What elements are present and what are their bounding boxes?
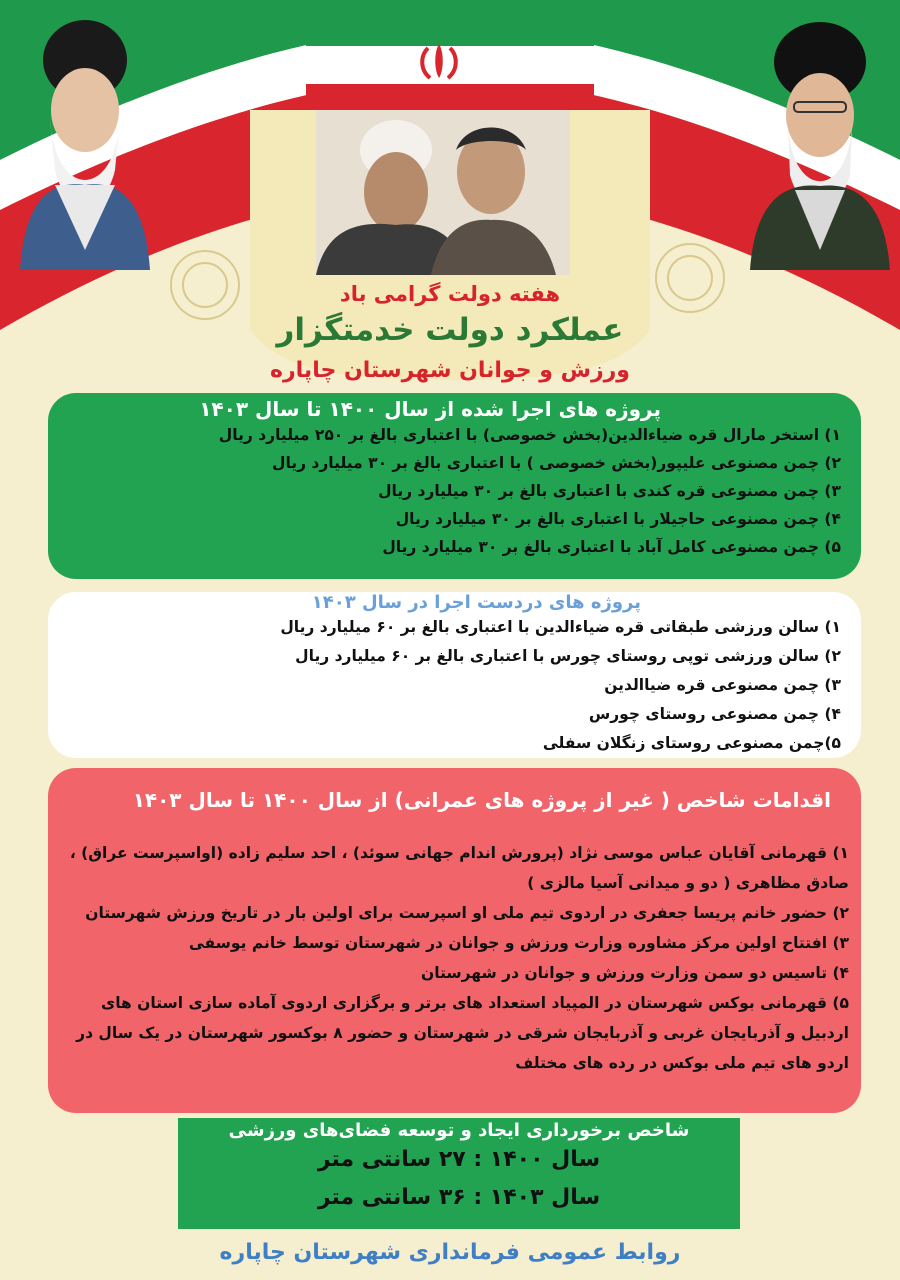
list-item: ۴) تاسیس دو سمن وزارت ورزش و جوانان در شهرستان: [421, 964, 849, 982]
list-item: ۵)چمن مصنوعی روستای زنگلان سفلی: [542, 734, 841, 752]
performance-heading: عملکرد دولت خدمتگزار: [276, 312, 624, 348]
list-item: ۱) استخر مارال قره ضیاءالدین(بخش خصوصی) با اعتباری بالغ بر ۲۵۰ میلیارد ریال: [218, 426, 841, 444]
key-actions-panel: [48, 768, 861, 1113]
indicator-year-1403: سال ۱۴۰۳ : ۳۶ سانتی متر: [317, 1185, 601, 1210]
iran-emblem-icon: [416, 42, 462, 82]
list-item: ۴) چمن مصنوعی روستای چورس: [588, 705, 841, 723]
indicator-title: شاخص برخورداری ایجاد و توسعه فضای‌های ورزشی: [228, 1120, 690, 1141]
completed-projects-title: پروژه های اجرا شده از سال ۱۴۰۰ تا سال ۱۴۰۳: [199, 397, 661, 421]
list-item: ۵) قهرمانی بوکس شهرستان در المپیاد استعداد های برتر و برگزاری اردوی آماده سازی استان های اردبیل و آذربایجان غربی و آذربایجان شرقی در شهرستان و حضور ۸ بوکسور شهرستان در یک سال در اردو های تیم ملی بوکس در رده های مختلف: [76, 994, 849, 1072]
right-portrait-image: [750, 0, 890, 270]
list-item: ۲) سالن ورزشی توپی روستای چورس با اعتباری بالغ بر ۶۰ میلیارد ریال: [295, 647, 841, 665]
list-item: ۴) چمن مصنوعی حاجیلار با اعتباری بالغ بر ۳۰ میلیارد ریال: [395, 510, 841, 528]
center-photo-image: [316, 110, 570, 275]
list-item: ۵) چمن مصنوعی کامل آباد با اعتباری بالغ بر ۳۰ میلیارد ریال: [382, 538, 841, 556]
list-item: ۳) افتتاح اولین مرکز مشاوره وزارت ورزش و جوانان در شهرستان توسط خانم یوسفی: [188, 934, 849, 952]
in-progress-projects-title: پروژه های دردست اجرا در سال ۱۴۰۳: [311, 592, 641, 613]
list-item: ۳) چمن مصنوعی قره ضیاالدین: [604, 676, 841, 694]
department-heading: ورزش و جوانان شهرستان چاپاره: [270, 358, 630, 383]
week-greeting-heading: هفته دولت گرامی باد: [339, 282, 561, 306]
list-item: ۱) سالن ورزشی طبقاتی قره ضیاءالدین با اعتباری بالغ بر ۶۰ میلیارد ریال: [280, 618, 841, 636]
left-portrait-image: [10, 0, 150, 270]
public-relations-footer: روابط عمومی فرمانداری شهرستان چاپاره: [219, 1240, 681, 1265]
completed-projects-panel: [48, 393, 861, 579]
list-item: ۲) چمن مصنوعی علیپور(بخش خصوصی ) با اعتباری بالغ بر ۳۰ میلیارد ریال: [272, 454, 841, 472]
in-progress-projects-panel: [48, 592, 861, 758]
key-actions-title: اقدامات شاخص ( غیر از پروژه های عمرانی) از سال ۱۴۰۰ تا سال ۱۴۰۳: [132, 788, 831, 812]
sports-space-indicator-panel: [178, 1118, 740, 1229]
list-item: ۳) چمن مصنوعی قره کندی با اعتباری بالغ بر ۳۰ میلیارد ریال: [378, 482, 841, 500]
list-item: ۲) حضور خانم پریسا جعفری در اردوی تیم ملی او اسپرست برای اولین بار در تاریخ ورزش شهرستان: [85, 904, 849, 922]
list-item: ۱) قهرمانی آقایان عباس موسی نژاد (پرورش اندام جهانی سوئد) ، احد سلیم زاده (اواسپرست عراق) ، صادق مظاهری ( دو و میدانی آسیا مالزی ): [69, 844, 849, 892]
indicator-year-1400: سال ۱۴۰۰ : ۲۷ سانتی متر: [317, 1147, 601, 1172]
